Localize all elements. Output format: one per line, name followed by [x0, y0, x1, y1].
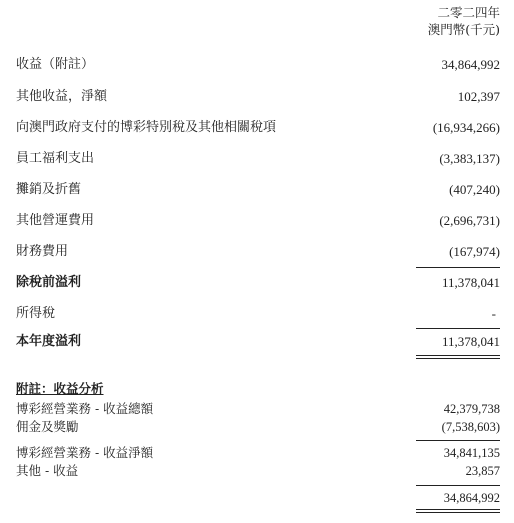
note-subtotal-rule [416, 440, 500, 441]
note-total-rule [416, 485, 500, 486]
note-row-total [0, 489, 514, 507]
row-value: 23,857 [465, 464, 500, 478]
subtotal-rule [416, 267, 500, 268]
statement-row-income-tax [0, 304, 514, 324]
column-header-unit: 澳門幣(千元) [427, 22, 500, 37]
row-value: (7,538,603) [441, 420, 500, 434]
row-label: 本年度溢利 [16, 334, 82, 349]
row-label: 博彩經營業務 - 收益總額 [16, 401, 154, 416]
note-total-rule-double [416, 509, 500, 513]
note-heading-row [0, 380, 514, 398]
row-label: 其他 - 收益 [16, 463, 79, 478]
total-rule-top [416, 328, 500, 329]
statement-row-finance-costs [0, 242, 514, 262]
statement-row-gaming-tax [0, 118, 514, 138]
row-label: 其他營運費用 [16, 213, 95, 228]
note-total-value: 34,864,992 [443, 491, 500, 505]
row-label: 除稅前溢利 [16, 275, 82, 290]
note-row-net-gaming [0, 444, 514, 462]
statement-row-employee-benefits [0, 149, 514, 169]
note-row-gross-gaming [0, 400, 514, 418]
row-value: (407,240) [449, 182, 500, 197]
row-value: - [491, 306, 496, 321]
row-label: 財務費用 [16, 244, 69, 259]
column-header-year: 二零二四年 [437, 5, 500, 20]
note-row-other-revenue [0, 462, 514, 480]
row-value: (16,934,266) [432, 120, 500, 135]
row-label: 向澳門政府支付的博彩特別稅及其他相關稅項 [16, 120, 277, 135]
row-value: 102,397 [457, 89, 500, 104]
row-label: 員工福利支出 [16, 151, 95, 166]
row-value: 11,378,041 [441, 334, 500, 349]
statement-row-other-operating [0, 211, 514, 231]
column-header [428, 4, 500, 38]
total-rule-double [416, 355, 500, 359]
row-value: 11,378,041 [441, 275, 500, 290]
row-value: (3,383,137) [439, 151, 500, 166]
statement-row-revenue [0, 55, 514, 75]
row-label: 攤銷及折舊 [16, 182, 82, 197]
row-label: 其他收益，淨額 [16, 89, 108, 104]
row-label: 所得稅 [16, 306, 56, 321]
statement-row-other-income [0, 87, 514, 107]
row-value: (167,974) [449, 244, 500, 259]
row-label: 佣金及獎勵 [16, 419, 79, 434]
note-row-commissions [0, 418, 514, 436]
row-value: 42,379,738 [443, 402, 500, 416]
row-label: 收益（附註） [16, 57, 95, 72]
row-value: 34,864,992 [441, 57, 500, 72]
row-value: (2,696,731) [439, 213, 500, 228]
statement-row-amortisation [0, 180, 514, 200]
row-label: 博彩經營業務 - 收益淨額 [16, 445, 154, 460]
statement-row-profit-for-year [0, 332, 514, 352]
statement-row-profit-before-tax [0, 273, 514, 293]
row-value: 34,841,135 [443, 446, 500, 460]
note-heading: 附註：收益分析 [16, 381, 104, 396]
